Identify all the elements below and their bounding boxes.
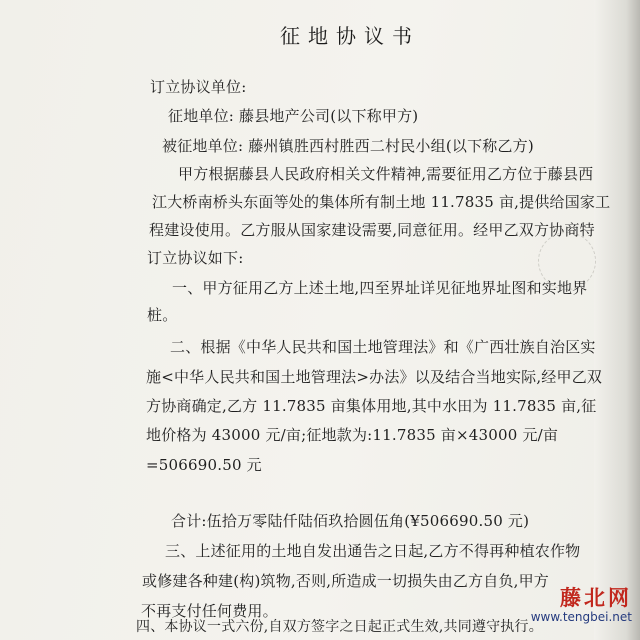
watermark-site-text: www.tengbei.net [530, 610, 632, 624]
page-edge-shadow [594, 0, 640, 640]
line-5: 江大桥南桥头东面等处的集体所有制土地 11.7835 亩,提供给国家工 [152, 193, 611, 211]
line-8: 一、甲方征用乙方上述土地,四至界址详见征地界址图和实地界 [172, 279, 588, 297]
line-7: 订立协议如下: [147, 249, 244, 267]
document-title: 征地协议书 [280, 24, 420, 48]
line-11: 施<中华人民共和国土地管理法>办法》以及结合当地实际,经甲乙双 [146, 368, 603, 386]
line-2: 征地单位: 藤县地产公司(以下称甲方) [168, 107, 419, 125]
watermark-logo [516, 586, 632, 624]
line-3: 被征地单位: 藤州镇胜西村胜西二村民小组(以下称乙方) [162, 137, 534, 155]
line-10: 二、根据《中华人民共和国土地管理法》和《广西壮族自治区实 [170, 338, 596, 356]
line-18: 不再支付任何费用。 [141, 602, 278, 620]
line-1: 订立协议单位: [150, 78, 247, 96]
line-16: 三、上述征用的土地自发出通告之日起,乙方不得再种植农作物 [165, 542, 581, 560]
line-15: 合计:伍拾万零陆仟陆佰玖拾圆伍角(¥506690.50 元) [171, 512, 530, 530]
line-19: 四、本协议一式六份,自双方签字之日起正式生效,共同遵守执行。 [136, 619, 543, 635]
line-12: 方协商确定,乙方 11.7835 亩集体用地,其中水田为 11.7835 亩,征 [146, 397, 597, 415]
line-17: 或修建各种建(构)筑物,否则,所造成一切损失由乙方自负,甲方 [142, 572, 550, 590]
line-13: 地价格为 43000 元/亩;征地款为:11.7835 亩×43000 元/亩 [146, 426, 559, 444]
line-6: 程建设使用。乙方服从国家建设需要,同意征用。经甲乙双方协商特 [149, 221, 595, 239]
line-9: 桩。 [147, 306, 178, 324]
line-4: 甲方根据藤县人民政府相关文件精神,需要征用乙方位于藤县西 [178, 165, 594, 183]
line-14: =506690.50 元 [146, 456, 262, 474]
watermark-logo-text: 藤北网 [560, 585, 632, 610]
